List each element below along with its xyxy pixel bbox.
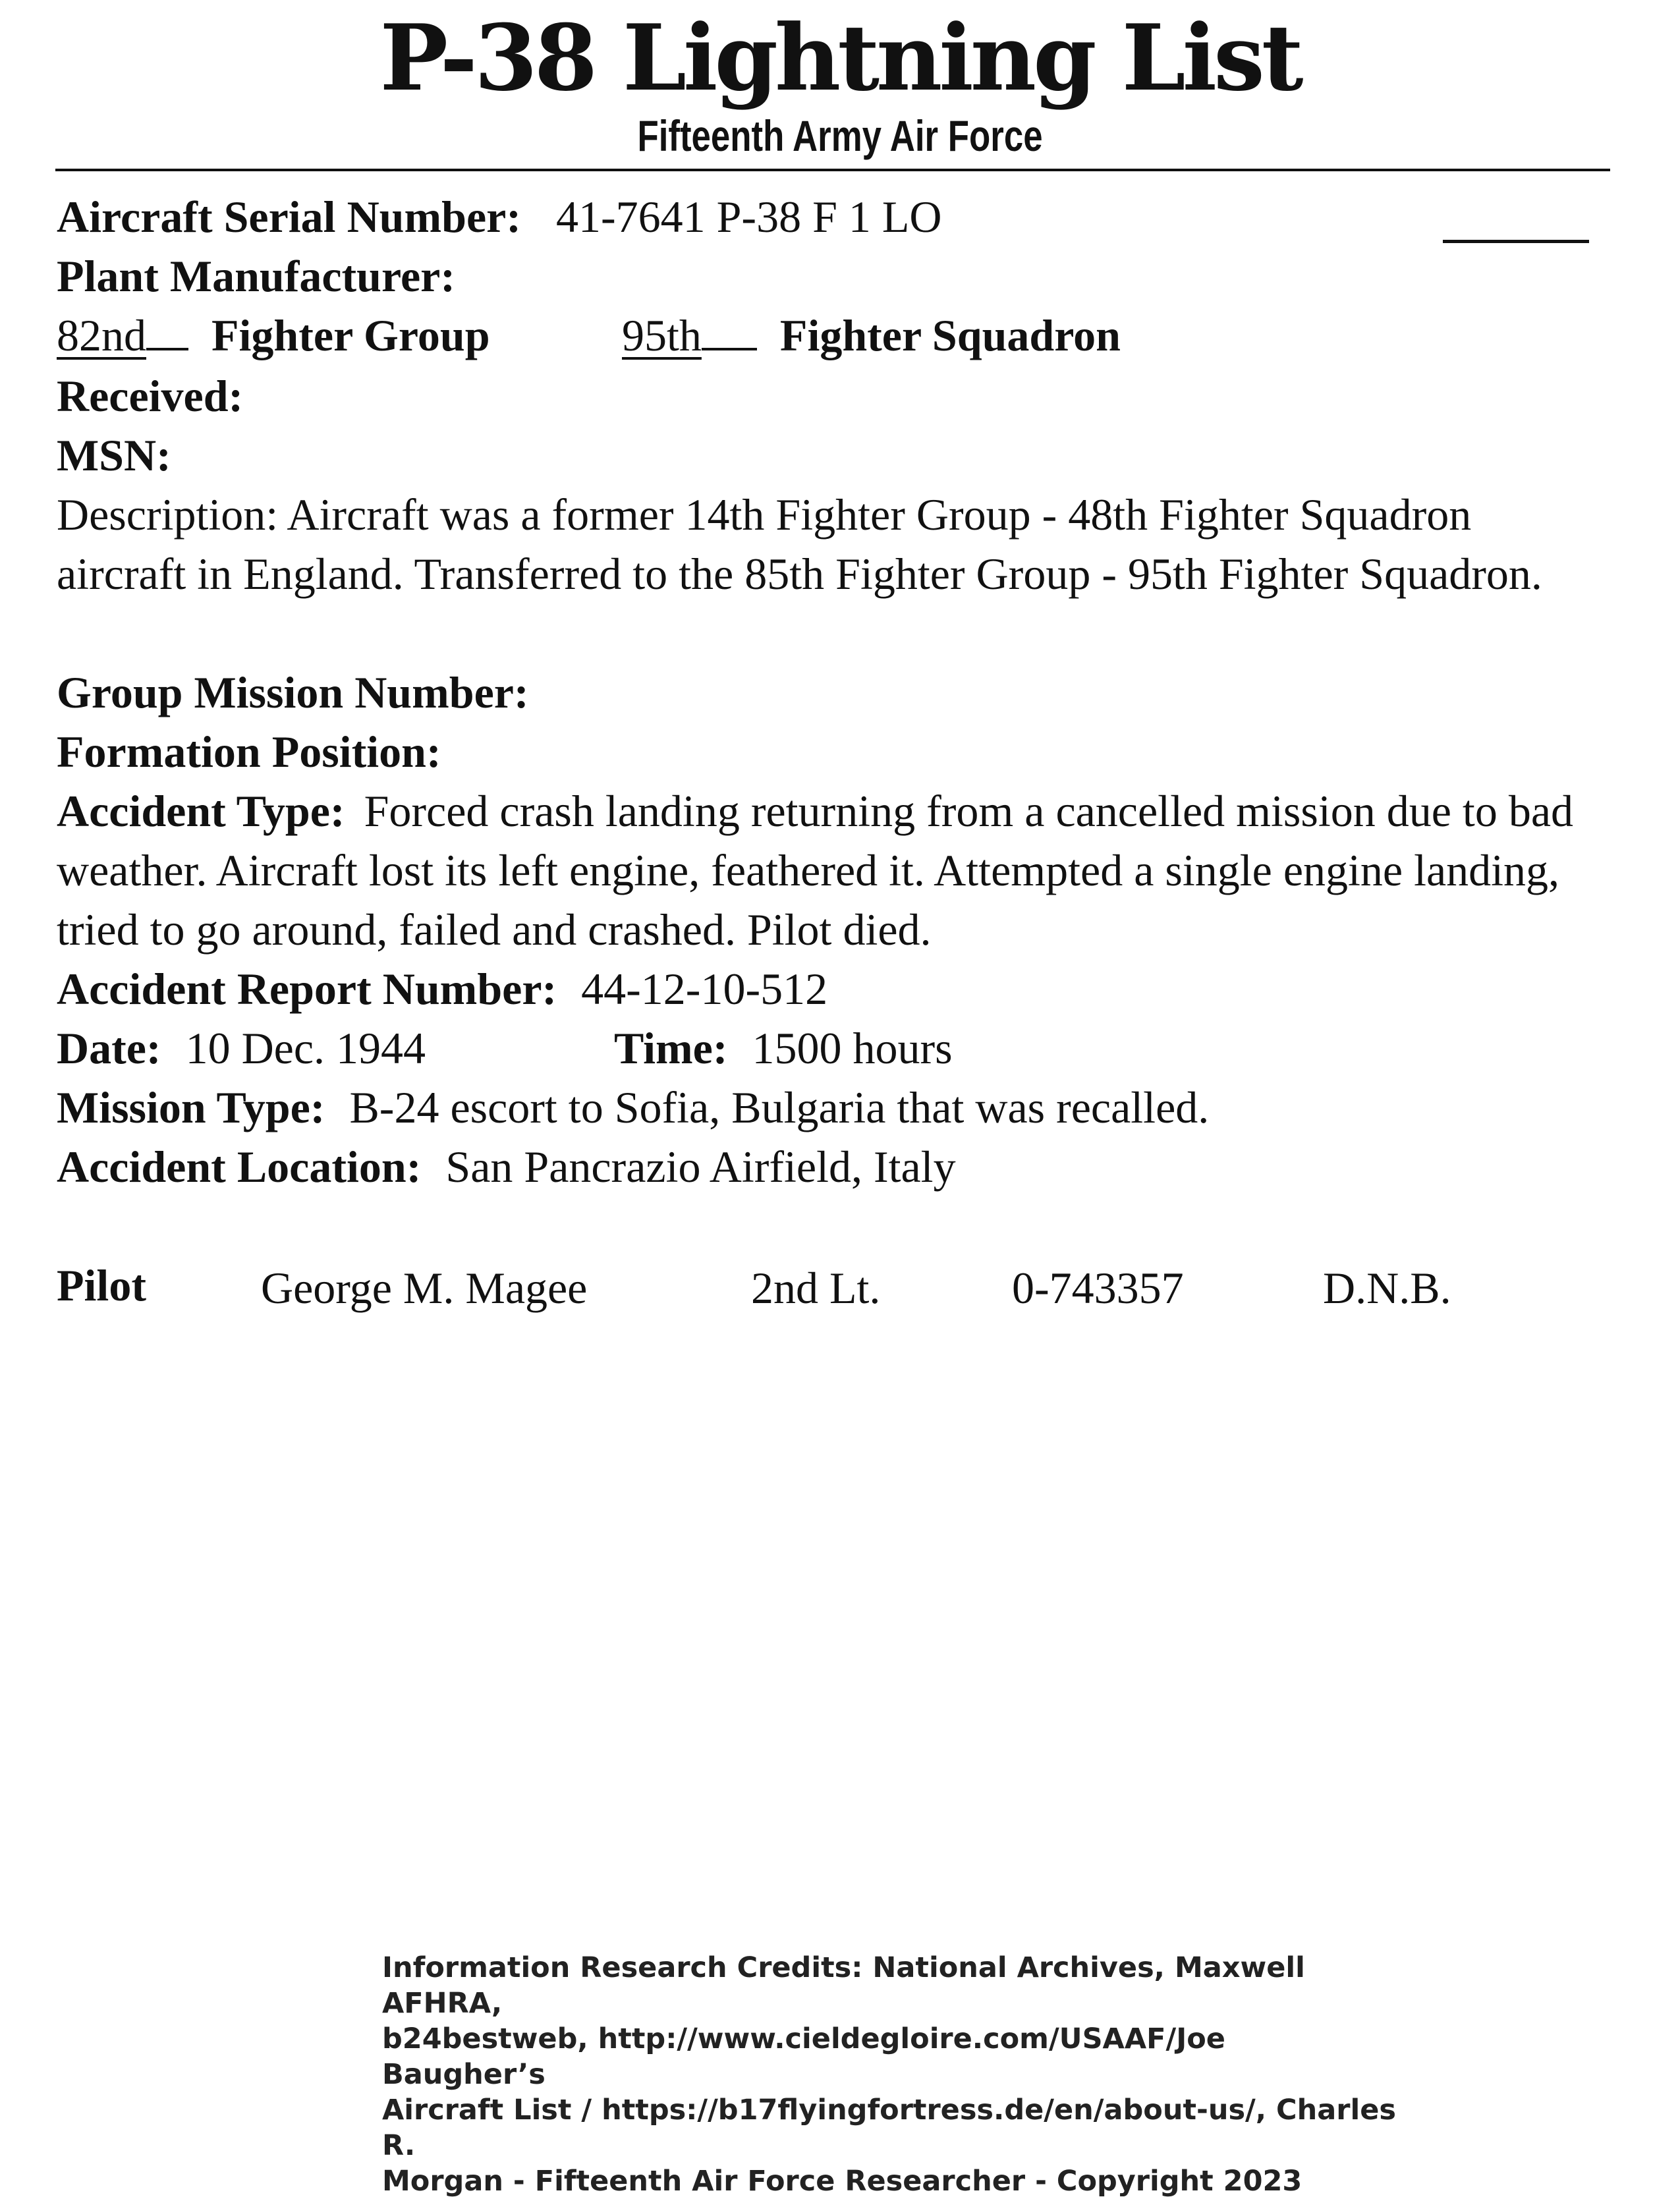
location-value: San Pancrazio Airfield, Italy [445,1142,956,1192]
squadron-label: Fighter Squadron [779,310,1121,360]
group-row [57,306,490,365]
page-subtitle: Fifteenth Army Air Force [637,111,1043,160]
time-field [614,1018,953,1078]
crew-role: Pilot [57,1260,146,1310]
plant-row [57,246,455,306]
date-row [57,1018,426,1078]
formation-label: Formation Position: [57,727,441,777]
credits-line-2: b24bestweb, http://www.cieldegloire.com/USAAF/Joe Baugher’s [382,2022,1225,2091]
formation-row [57,722,441,781]
report-row [57,959,827,1018]
time-label: Time: [614,1023,728,1073]
credits-line-1: Information Research Credits: National Archives, Maxwell AFHRA, [382,1951,1305,2020]
squadron-value: 95th [622,310,702,360]
time-value: 1500 hours [752,1023,953,1073]
crew-name: George M. Magee [261,1263,588,1313]
serial-label: Aircraft Serial Number: [57,192,521,242]
serial-value: 41-7641 P-38 F 1 LO [555,192,942,242]
accident-type-label: Accident Type: [57,786,345,836]
serial-row [57,187,942,246]
crew-serial: 0-743357 [1012,1263,1184,1313]
group-label: Fighter Group [211,310,490,360]
plant-label: Plant Manufacturer: [57,251,455,301]
mission-number-label: Group Mission Number: [57,667,529,717]
location-row [57,1137,956,1196]
report-label: Accident Report Number: [57,964,557,1014]
research-credits [382,1950,1397,2199]
description-label: Description: [57,489,279,540]
credits-line-4: Morgan - Fifteenth Air Force Researcher - Copyright 2023 [382,2165,1302,2198]
accident-type-block [57,781,1625,959]
location-label: Accident Location: [57,1142,422,1192]
accident-type-value: Forced crash landing returning from a cancelled mission due to bad weather. Aircraft lost its left engine, feathered it. Attempted a single engine landing, tried to go around, failed and crashed. Pilot died. [57,786,1573,955]
crew-rank: 2nd Lt. [751,1263,881,1313]
group-underline [146,308,188,350]
page-title: P-38 Lightning List [379,4,1301,111]
received-label: Received: [57,371,244,421]
received-row [57,366,243,426]
description-block [57,485,1572,603]
msn-label: MSN: [57,430,171,480]
header-divider [55,169,1610,171]
group-value: 82nd [57,310,146,360]
mission-number-row [57,663,529,722]
credits-line-3: Aircraft List / https://b17flyingfortress.de/en/about-us/, Charles R. [382,2094,1396,2162]
crew-status: D.N.B. [1323,1263,1451,1313]
serial-blank-line [1443,240,1589,243]
date-label: Date: [57,1023,161,1073]
mission-type-label: Mission Type: [57,1082,325,1132]
mission-type-value: B-24 escort to Sofia, Bulgaria that was recalled. [349,1082,1210,1132]
squadron-underline [702,308,757,350]
squadron-field [622,306,1121,365]
date-value: 10 Dec. 1944 [185,1023,426,1073]
msn-row [57,426,171,485]
report-value: 44-12-10-512 [581,964,828,1014]
mission-type-row [57,1078,1209,1137]
description-value: Aircraft was a former 14th Fighter Group - 48th Fighter Squadron aircraft in England. Transferred to the 85th Fighter Group - 95th Fighter Squadron. [57,489,1542,599]
